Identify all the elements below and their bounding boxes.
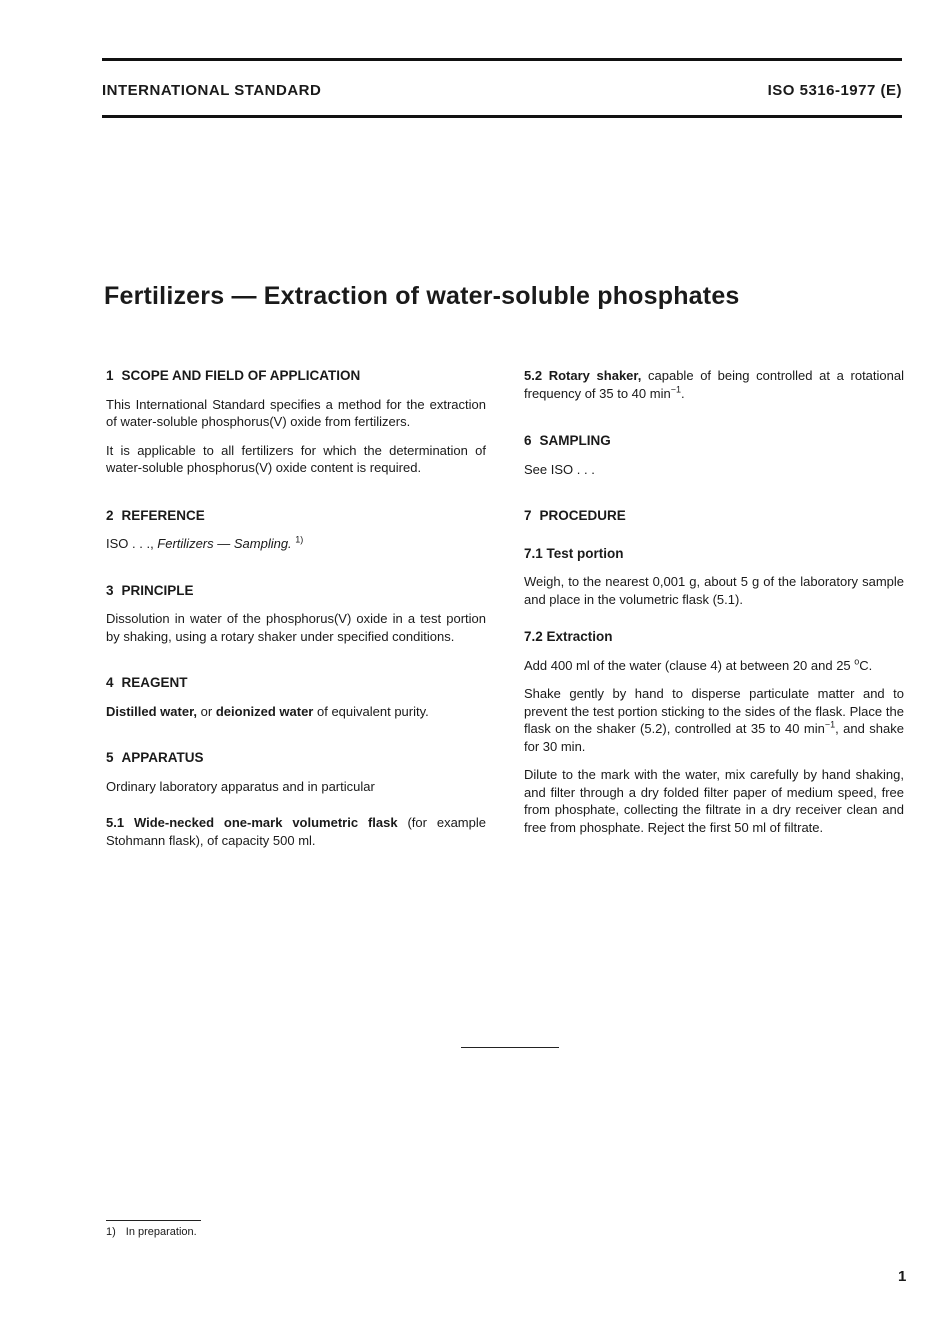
section-7-1-heading: 7.1 Test portion [524, 545, 624, 561]
section-7-2-para-2: Shake gently by hand to disperse particulate matter and to prevent the test portion sticking to the sides of the flask. Place the flask on the shaker (5.2), controlled at 35 to 40 $\min^{-1}$, and shake for 30 min. [524, 686, 904, 754]
section-7-1-para: Weigh, to the nearest 0,001 g, about 5 g of the laboratory sample and place in the volumetric flask (5.1). [524, 574, 904, 607]
section-5-para: Ordinary laboratory apparatus and in particular [106, 778, 375, 794]
section-6-para: See ISO . . . [524, 461, 595, 477]
section-4-heading: 4 REAGENT [106, 675, 188, 690]
page-header [102, 82, 902, 99]
document-title: Fertilizers — Extraction of water-soluble phosphates [104, 282, 740, 310]
page-number: 1 [898, 1268, 907, 1285]
header-right: ISO 5316-1977 (E) [767, 82, 902, 99]
section-6-heading: 6 SAMPLING [524, 433, 611, 448]
footnote-rule [106, 1220, 201, 1221]
header-left: INTERNATIONAL STANDARD [102, 82, 322, 99]
section-7-heading: 7 PROCEDURE [524, 508, 626, 523]
left-column [106, 367, 486, 849]
section-2-reference: ISO . . ., Fertilizers — Sampling. $^{1)}$ [106, 534, 304, 551]
section-5-heading: 5 APPARATUS [106, 750, 204, 765]
section-7-2-para-3: Dilute to the mark with the water, mix carefully by hand shaking, and filter through a dry folded filter paper of medium speed, free from phosphate, collecting the filtrate in a dry receiver clean and free from phosphate. Reject the first 50 ml of filtrate. [524, 767, 904, 835]
footnote: 1) In preparation. [106, 1226, 197, 1238]
end-of-text-rule [461, 1047, 559, 1048]
section-3-para: Dissolution in water of the phosphorus(V) oxide in a test portion by shaking, using a rotary shaker under specified conditions. [106, 611, 486, 644]
section-1-para-2: It is applicable to all fertilizers for which the determination of water-soluble phosphorus(V) oxide content is required. [106, 442, 486, 475]
right-column [524, 367, 904, 836]
section-2-heading: 2 REFERENCE [106, 507, 205, 523]
section-7-2-para-1: Add 400 ml of the water (clause 4) at between 20 and 25 $^o$C. [524, 656, 873, 673]
section-5-2-para: 5.2 Rotary shaker, capable of being controlled at a rotational frequency of 35 to 40 $\min^{-1}$. [524, 368, 904, 401]
section-7-2-heading: 7.2 Extraction [524, 629, 613, 644]
header-top-rule [102, 58, 902, 61]
section-1-para-1: This International Standard specifies a method for the extraction of water-soluble phosphorus(V) oxide from fertilizers. [106, 396, 486, 429]
section-5-1-para: 5.1 Wide-necked one-mark volumetric flask (for example Stohmann flask), of capacity 500 ml. [106, 815, 486, 848]
header-bottom-rule [102, 115, 902, 118]
section-3-heading: 3 PRINCIPLE [106, 582, 194, 598]
section-1-heading: 1 SCOPE AND FIELD OF APPLICATION [106, 368, 361, 383]
section-4-para: Distilled water, or deionized water of equivalent purity. [106, 703, 429, 719]
